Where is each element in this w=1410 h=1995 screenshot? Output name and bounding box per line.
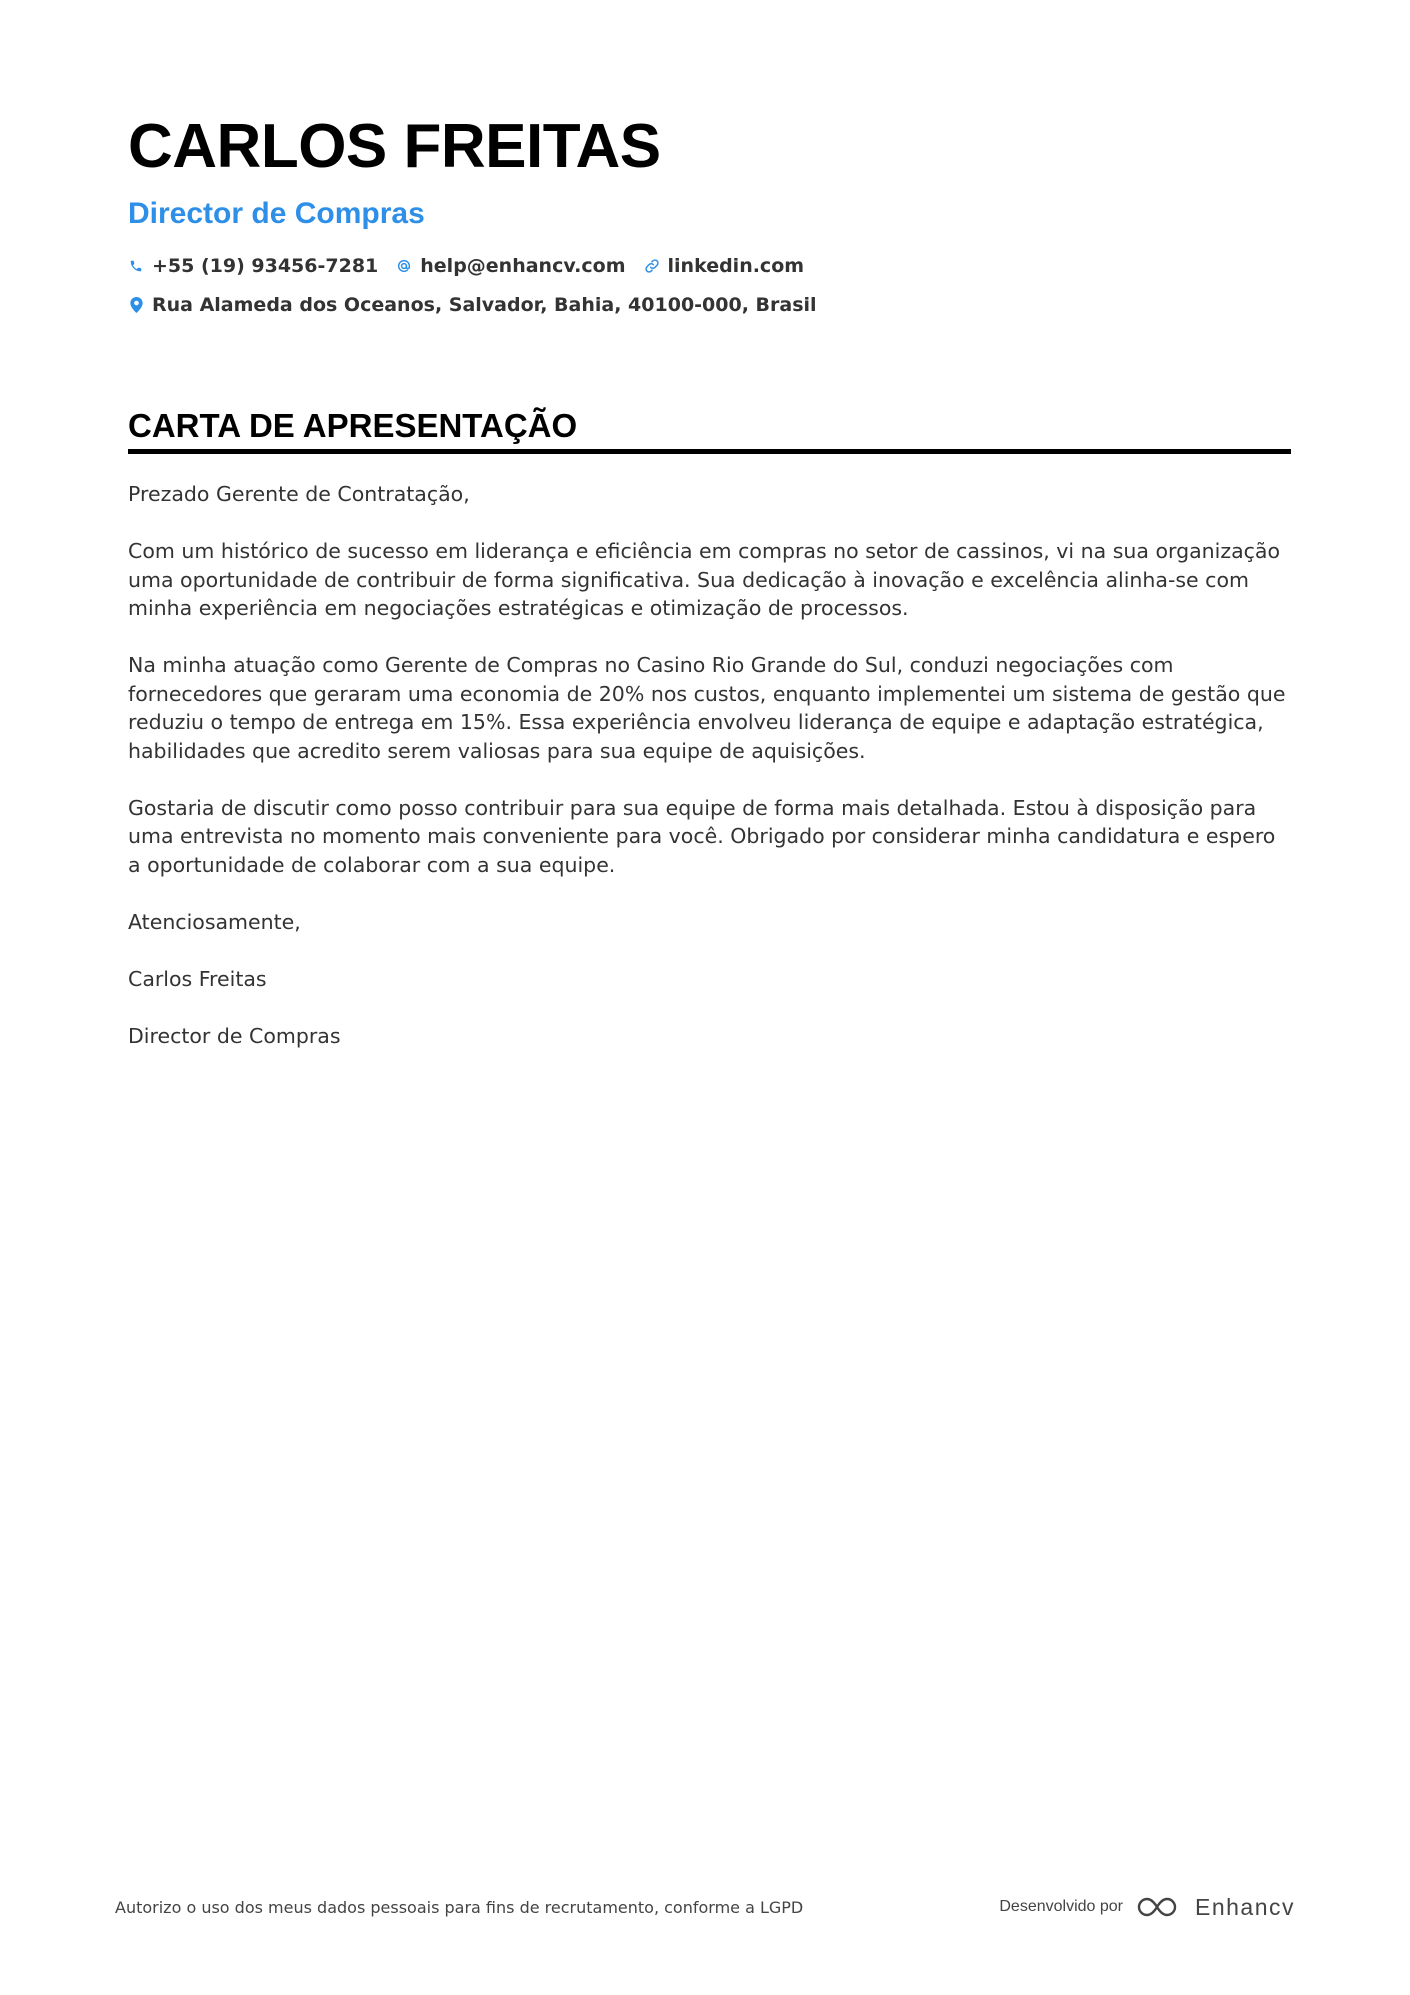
section-title: CARTA DE APRESENTAÇÃO xyxy=(128,406,1291,454)
signature-title: Director de Compras xyxy=(128,1023,341,1048)
link-icon xyxy=(644,258,660,274)
at-icon xyxy=(396,258,412,274)
powered-by[interactable] xyxy=(999,1892,1295,1922)
job-title: Director de Compras xyxy=(128,197,425,230)
letter-paragraph: Na minha atuação como Gerente de Compras no Casino Rio Grande do Sul, conduzi negociações com fornecedores que geraram uma economia de 20% nos custos, enquanto implementei um sistema de gestão que reduziu o tempo de entrega em 15%. Essa experiência envolveu liderança de equipe e adaptação estratégica, habilidades que acredito serem valiosas para sua equipe de aquisições. xyxy=(128,653,1286,763)
brand-name: Enhancv xyxy=(1194,1893,1295,1920)
consent-text: Autorizo o uso dos meus dados pessoais para fins de recrutamento, conforme a LGPD xyxy=(115,1898,804,1917)
address-text: Rua Alameda dos Oceanos, Salvador, Bahia, 40100-000, Brasil xyxy=(152,294,817,316)
contact-address xyxy=(128,294,817,316)
location-pin-icon xyxy=(128,297,144,313)
website-link[interactable]: linkedin.com xyxy=(667,255,805,277)
email-link[interactable]: help@enhancv.com xyxy=(420,255,626,277)
header xyxy=(128,108,1288,319)
contact-row-address xyxy=(128,291,1288,319)
letter-paragraph: Com um histórico de sucesso em liderança e eficiência em compras no setor de cassinos, vi na sua organização uma oportunidade de contribuir de forma significativa. Sua dedicação à inovação e excelência alinha-se com minha experiência em negociações estratégicas e otimização de processos. xyxy=(128,539,1281,620)
letter-greeting: Prezado Gerente de Contratação, xyxy=(128,482,470,506)
letter-paragraph: Gostaria de discutir como posso contribuir para sua equipe de forma mais detalhada. Estou à disposição para uma entrevista no momento mais conveniente para você. Obrigado por considerar minha candidatura e espero a oportunidade de colaborar com a sua equipe. xyxy=(128,795,1276,877)
phone-icon xyxy=(128,258,144,274)
cover-letter-section xyxy=(128,406,1291,1079)
candidate-name: CARLOS FREITAS xyxy=(128,112,661,181)
letter-body xyxy=(128,480,1291,1050)
contact-row-primary xyxy=(128,252,1288,280)
phone-text: +55 (19) 93456-7281 xyxy=(152,255,379,277)
footer xyxy=(115,1892,1295,1922)
letter-closing: Atenciosamente, xyxy=(128,909,301,934)
contact-email[interactable] xyxy=(396,255,625,277)
contact-phone xyxy=(128,255,378,277)
contact-website[interactable] xyxy=(644,255,805,277)
enhancv-logo-icon xyxy=(1135,1894,1183,1920)
powered-by-label: Desenvolvido por xyxy=(999,1898,1123,1915)
signature-name: Carlos Freitas xyxy=(128,966,267,991)
